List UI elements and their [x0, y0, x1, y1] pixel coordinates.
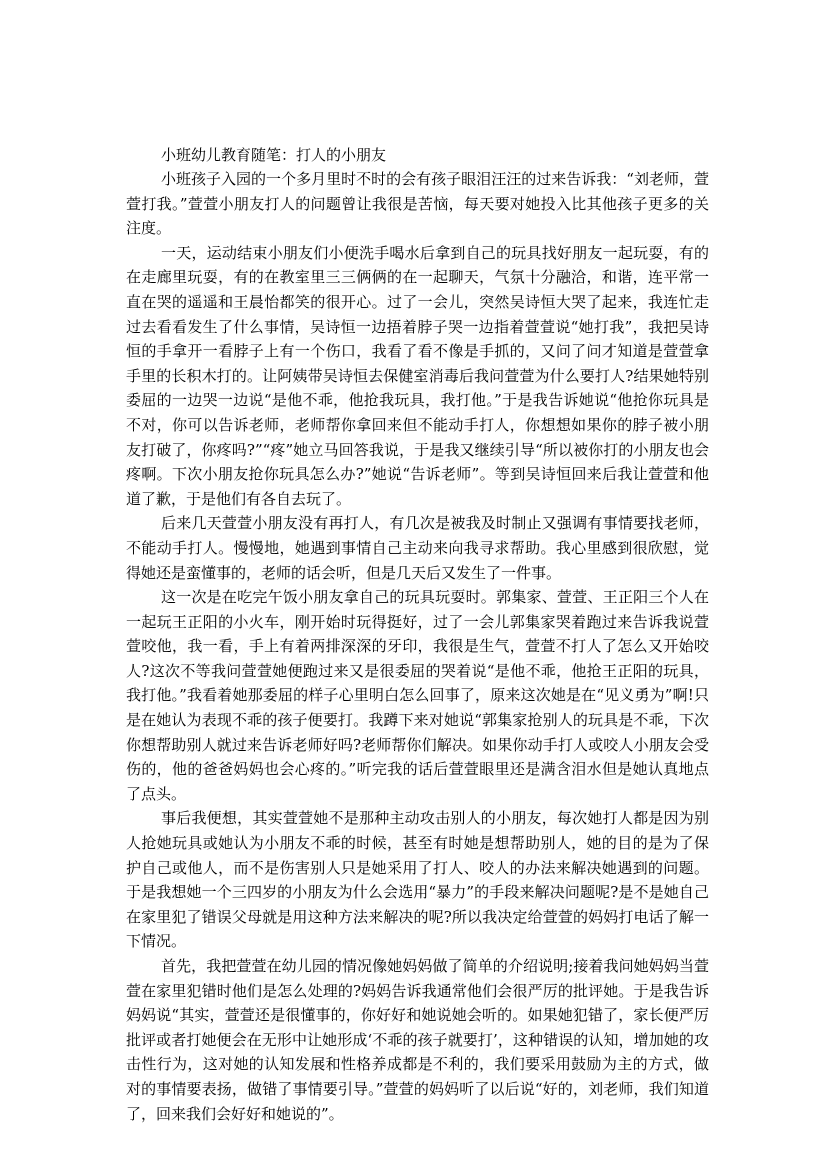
paragraph-2: 一天，运动结束小朋友们小便洗手喝水后拿到自己的玩具找好朋友一起玩耍，有的在走廊里玩耍，有的在教室里三三俩俩的在一起聊天，气氛十分融洽，和谐，连平常一直在哭的遥遥和王晨怡都笑的很开心。过了一会儿，突然吴诗恒大哭了起来，我连忙走过去看看发生了什么事情，吴诗恒一边捂着脖子哭一边指着萱萱说“她打我”，我把吴诗恒的手拿开一看脖子上有一个伤口，我看了看不像是手抓的，又问了问才知道是萱萱拿手里的长积木打的。让阿姨带吴诗恒去保健室消毒后我问萱萱为什么要打人?结果她特别委屈的一边哭一边说“是他不乖，他抢我玩具，我打他。”于是我告诉她说“他抢你玩具是不对，你可以告诉老师，老师帮你拿回来但不能动手打人，你想想如果你的脖子被小朋友打破了，你疼吗?”“疼”她立马回答我说，于是我又继续引导“所以被你打的小朋友也会疼啊。下次小朋友抢你玩具怎么办?”她说“告诉老师”。等到吴诗恒回来后我让萱萱和他道了歉，于是他们有各自去玩了。 [126, 243, 709, 508]
paragraph-4: 这一次是在吃完午饭小朋友拿自己的玩具玩耍时。郭集家、萱萱、王正阳三个人在一起玩王正阳的小火车，刚开始时玩得挺好，过了一会儿郭集家哭着跑过来告诉我说萱萱咬他，我一看，手上有着两排深深的牙印，我很是生气，萱萱不打人了怎么又开始咬人?这次不等我问萱萱她便跑过来又是很委屈的哭着说“是他不乖，他抢王正阳的玩具，我打他。”我看着她那委屈的样子心里明白怎么回事了，原来这次她是在“见义勇为”啊!只是在她认为表现不乖的孩子便要打。我蹲下来对她说“郭集家抢别人的玩具是不乖，下次你想帮助别人就过来告诉老师好吗?老师帮你们解决。如果你动手打人或咬人小朋友会受伤的，他的爸爸妈妈也会心疼的。”听完我的话后萱萱眼里还是满含泪水但是她认真地点了点头。 [126, 588, 709, 803]
document-title: 小班幼儿教育随笔：打人的小朋友 [161, 146, 387, 164]
document-page [126, 143, 709, 1126]
paragraph-5: 事后我便想，其实萱萱她不是那种主动攻击别人的小朋友，每次她打人都是因为别人抢她玩具或她认为小朋友不乖的时候，甚至有时她是想帮助别人，她的目的是为了保护自己或他人，而不是伤害别人只是她采用了打人、咬人的办法来解决她遇到的问题。于是我想她一个三四岁的小朋友为什么会选用“暴力”的手段来解决问题呢?是不是她自己在家里犯了错误父母就是用这种方法来解决的呢?所以我决定给萱萱的妈妈打电话了解一下情况。 [126, 809, 709, 951]
paragraph-3: 后来几天萱萱小朋友没有再打人，有几次是被我及时制止又强调有事情要找老师，不能动手打人。慢慢地，她遇到事情自己主动来向我寻求帮助。我心里感到很欣慰，觉得她还是蛮懂事的，老师的话会听，但是几天后又发生了一件事。 [126, 514, 709, 582]
paragraph-1: 小班孩子入园的一个多月里时不时的会有孩子眼泪汪汪的过来告诉我：“刘老师，萱萱打我。”萱萱小朋友打人的问题曾让我很是苦恼，每天要对她投入比其他孩子更多的关注度。 [126, 170, 709, 238]
paragraph-6: 首先，我把萱萱在幼儿园的情况像她妈妈做了简单的介绍说明;接着我问她妈妈当萱萱在家里犯错时他们是怎么处理的?妈妈告诉我通常他们会很严厉的批评她。于是我告诉妈妈说“其实，萱萱还是很懂事的，你好好和她说她会听的。如果她犯错了，家长便严厉批评或者打她便会在无形中让她形成‘不乖的孩子就要打’，这种错误的认知，增加她的攻击性行为，这对她的认知发展和性格养成都是不利的，我们要采用鼓励为主的方式，做对的事情要表扬，做错了事情要引导。”萱萱的妈妈听了以后说“好的，刘老师，我们知道了，回来我们会好好和她说的”。 [126, 957, 709, 1123]
